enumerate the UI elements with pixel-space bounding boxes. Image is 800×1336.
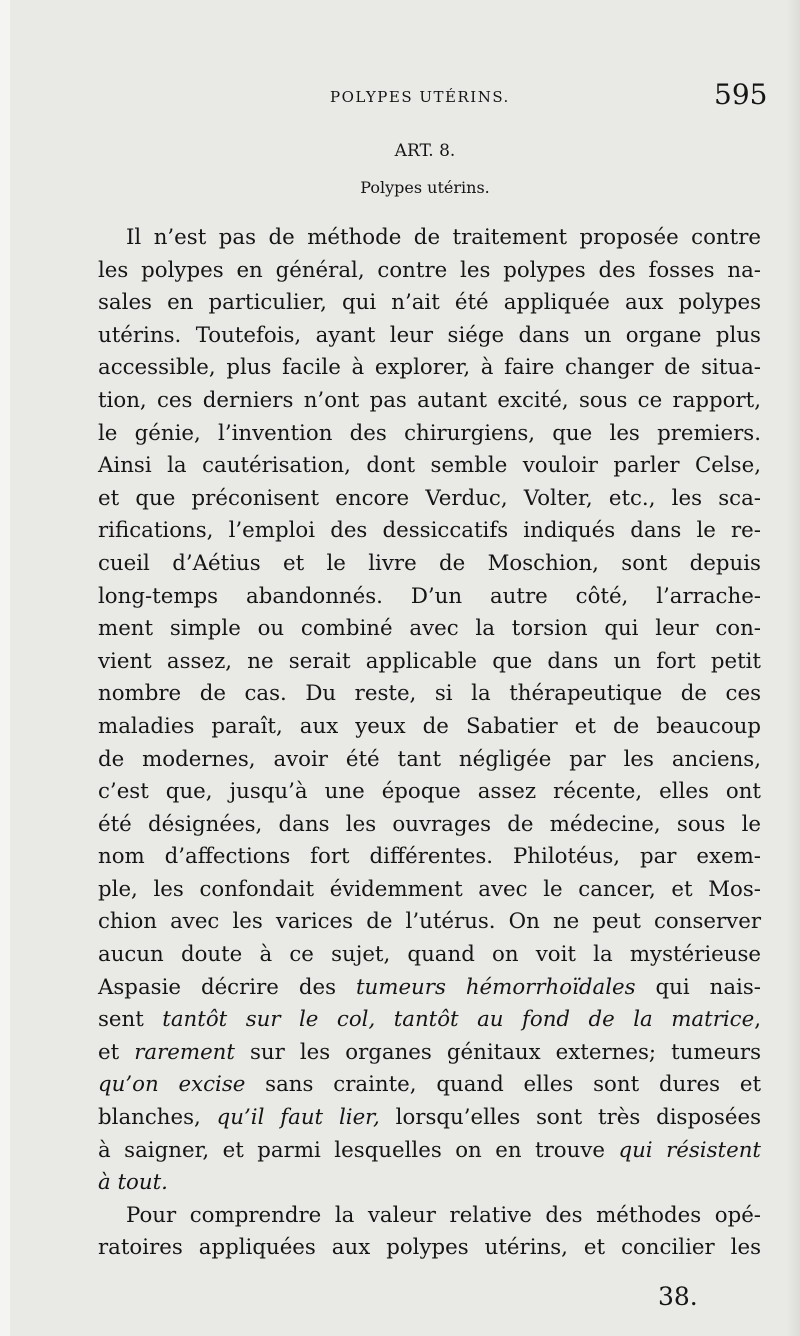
text-line: été désignées, dans les ouvrages de médecine, sous le	[98, 811, 761, 837]
italic-phrase: qu’on excise	[98, 1072, 246, 1098]
text-run: sent	[98, 1007, 163, 1033]
italic-phrase: tantôt sur le col, tantôt au fond de la matrice	[162, 1007, 755, 1033]
text-line: Pour comprendre la valeur relative des méthodes opé-	[126, 1202, 761, 1228]
body-text	[98, 222, 761, 1265]
text-line: ple, les confondait évidemment avec le cancer, et Mos-	[98, 876, 761, 902]
text-run: lorsqu’elles sont très disposées	[379, 1105, 761, 1131]
text-line: accessible, plus facile à explorer, à faire changer de situa-	[98, 355, 761, 381]
italic-phrase: qu’il faut lier,	[216, 1105, 380, 1131]
text-line	[98, 1167, 761, 1200]
page-edge	[786, 0, 800, 1336]
signature-mark: 38.	[658, 1282, 698, 1311]
text-run: sur les organes génitaux externes; tumeurs	[234, 1039, 761, 1065]
text-line: c’est que, jusqu’à une époque assez récente, elles ont	[98, 779, 761, 805]
text-line: vient assez, ne serait applicable que dans un fort petit	[98, 648, 761, 674]
text-line	[98, 972, 761, 1005]
text-line	[98, 1135, 761, 1168]
article-number: ART. 8.	[394, 141, 456, 161]
text-line: nom d’affections fort différentes. Philotéus, par exem-	[98, 844, 761, 870]
text-line: chion avec les varices de l’utérus. On ne peut conserver	[98, 909, 761, 935]
italic-phrase: rarement	[134, 1039, 235, 1065]
text-line: sales en particulier, qui n’ait été appliquée aux polypes	[98, 290, 761, 316]
text-run: ,	[754, 1007, 761, 1033]
text-line: rifications, l’emploi des dessiccatifs indiqués dans le re-	[98, 518, 761, 544]
text-run: qui nais-	[635, 974, 761, 1000]
text-line	[98, 1069, 761, 1102]
text-line: aucun doute à ce sujet, quand on voit la mystérieuse	[98, 942, 761, 968]
section-title: Polypes utérins.	[360, 178, 490, 197]
text-run: sans crainte, quand elles sont dures et	[245, 1072, 761, 1098]
text-line: Ainsi la cautérisation, dont semble vouloir parler Celse,	[98, 453, 761, 479]
text-run: blanches,	[98, 1105, 217, 1131]
italic-phrase: qui résistent	[618, 1137, 761, 1163]
page-number: 595	[714, 78, 768, 111]
text-line: le génie, l’invention des chirurgiens, que les premiers.	[98, 420, 761, 446]
text-line	[98, 1037, 761, 1070]
running-head: POLYPES UTÉRINS.	[330, 88, 510, 106]
text-line: les polypes en général, contre les polypes des fosses na-	[98, 257, 761, 283]
text-line: cueil d’Aétius et le livre de Moschion, sont depuis	[98, 550, 761, 576]
text-run: Aspasie décrire des	[98, 974, 356, 1000]
text-line: et que préconisent encore Verduc, Volter, etc., les sca-	[98, 485, 761, 511]
italic-phrase: à tout.	[98, 1170, 168, 1196]
text-run: à saigner, et parmi lesquelles on en trouve	[98, 1137, 619, 1163]
text-line: Il n’est pas de méthode de traitement proposée contre	[126, 225, 761, 250]
text-line: ment simple ou combiné avec la torsion qui leur con-	[98, 616, 761, 642]
text-line: long-temps abandonnés. D’un autre côté, l’arrache-	[98, 583, 761, 609]
text-line: de modernes, avoir été tant négligée par les anciens,	[98, 746, 761, 772]
text-line	[98, 1004, 761, 1037]
italic-phrase: tumeurs hémorrhoïdales	[355, 974, 636, 1000]
text-line	[98, 1102, 761, 1135]
text-line: utérins. Toutefois, ayant leur siége dans un organe plus	[98, 322, 761, 348]
text-line: tion, ces derniers n’ont pas autant excité, sous ce rapport,	[98, 387, 761, 413]
text-line: nombre de cas. Du reste, si la thérapeutique de ces	[98, 681, 761, 707]
text-run: et	[98, 1039, 135, 1065]
text-line: ratoires appliquées aux polypes utérins, et concilier les	[98, 1235, 761, 1261]
text-line: maladies paraît, aux yeux de Sabatier et de beaucoup	[98, 713, 761, 739]
